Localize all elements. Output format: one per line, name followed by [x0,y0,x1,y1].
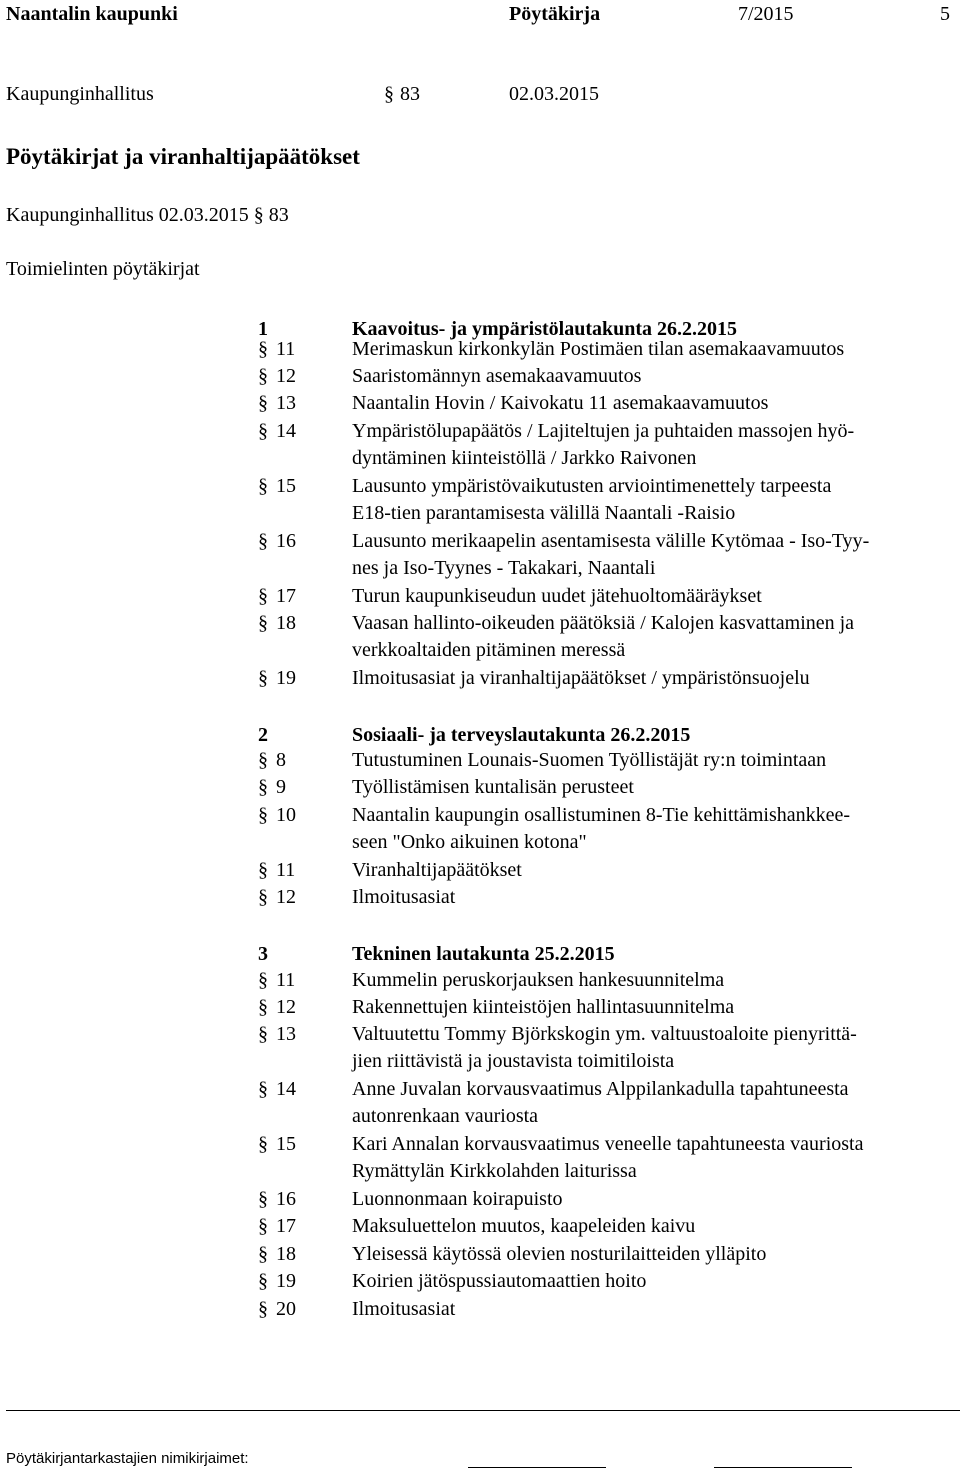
item-text: Anne Juvalan korvausvaatimus Alppilankadulla tapahtuneesta autonrenkaan vauriosta [352,1078,849,1127]
section-symbol: § [258,804,268,826]
item-text: Viranhaltijapäätökset [352,859,522,881]
item-text: Naantalin Hovin / Kaivokatu 11 asemakaavamuutos [352,392,769,414]
list-item [258,528,958,582]
group-title: Tekninen lautakunta 25.2.2015 [352,943,615,965]
item-number: 12 [276,886,296,908]
item-number: 13 [276,392,296,414]
group-number: 1 [258,318,268,340]
section-symbol: § [258,859,268,881]
item-number: 17 [276,585,296,607]
item-number: 9 [276,776,286,798]
item-text: Luonnonmaan koirapuisto [352,1188,563,1210]
item-text: Saaristomännyn asemakaavamuutos [352,365,642,387]
item-text: Ilmoitusasiat [352,886,456,908]
initials-line-1 [468,1467,606,1468]
section-symbol: § [258,1133,268,1155]
item-number: 12 [276,996,296,1018]
section-symbol: § [258,969,268,991]
item-number: 8 [276,749,286,771]
item-number: 15 [276,1133,296,1155]
list-item [258,418,958,472]
section-symbol: § [258,338,268,360]
item-number: 10 [276,804,296,826]
group-title: Kaavoitus- ja ympäristölautakunta 26.2.2015 [352,318,738,340]
item-number: 11 [276,338,296,360]
section-symbol: § [258,996,268,1018]
item-text: Tutustuminen Lounais-Suomen Työllistäjät ry:n toimintaan [352,749,827,771]
list-item [258,336,958,363]
item-text: Merimaskun kirkonkylän Postimäen tilan asemakaavamuutos [352,338,845,360]
list-item [258,665,958,692]
meeting-reference: Kaupunginhallitus 02.03.2015 § 83 [6,204,289,226]
item-text: Lausunto ympäristövaikutusten arviointimenettely tarpeesta E18-tien parantamisesta välillä Naantali -Raisio [352,475,832,524]
list-item [258,1241,958,1268]
item-number: 14 [276,1078,296,1100]
section-symbol: § [258,420,268,442]
item-text: Turun kaupunkiseudun uudet jätehuoltomääräykset [352,585,762,607]
section-symbol: § [258,1243,268,1265]
list-item [258,610,958,664]
header-doc-number: 7/2015 [738,3,794,25]
item-number: 16 [276,530,296,552]
item-text: Vaasan hallinto-oikeuden päätöksiä / Kalojen kasvattaminen ja verkkoaltaiden pitäminen meressä [352,612,855,661]
section-symbol: § [258,1215,268,1237]
section-symbol: § [258,749,268,771]
list-item [258,1213,958,1240]
list-item [258,802,958,856]
meeting-board: Kaupunginhallitus [6,83,154,105]
item-number: 14 [276,420,296,442]
item-number: 18 [276,612,296,634]
list-item [258,363,958,390]
item-text: Valtuutettu Tommy Björkskogin ym. valtuustoaloite pienyrittä- jien riittävistä ja joustavista toimitiloista [352,1023,857,1072]
list-item [258,857,958,884]
item-text: Rakennettujen kiinteistöjen hallintasuunnitelma [352,996,735,1018]
section-symbol: § [258,667,268,689]
section-symbol: § [258,1270,268,1292]
section-symbol: § [258,530,268,552]
group-title: Sosiaali- ja terveyslautakunta 26.2.2015 [352,724,691,746]
section-symbol: § [258,1023,268,1045]
item-text: Yleisessä käytössä olevien nosturilaitteiden ylläpito [352,1243,767,1265]
list-item [258,1021,958,1075]
section-symbol: § [258,392,268,414]
item-text: Koirien jätöspussiautomaattien hoito [352,1270,647,1292]
item-text: Ilmoitusasiat [352,1298,456,1320]
list-item [258,473,958,527]
section-symbol: § [258,1078,268,1100]
item-text: Lausunto merikaapelin asentamisesta välille Kytömaa - Iso-Tyy- nes ja Iso-Tyynes - Takakari, Naantali [352,530,870,579]
section-symbol: § [258,365,268,387]
list-item [258,747,958,774]
item-text: Ilmoitusasiat ja viranhaltijapäätökset / ympäristönsuojelu [352,667,810,689]
list-item [258,774,958,801]
list-item [258,994,958,1021]
footer-divider [6,1410,960,1411]
header-doc-type: Pöytäkirja [509,3,601,25]
section-symbol: § [258,1298,268,1320]
item-number: 15 [276,475,296,497]
list-item [258,1296,958,1323]
item-text: Naantalin kaupungin osallistuminen 8-Tie kehittämishankkee- seen "Onko aikuinen kotona" [352,804,851,853]
item-number: 16 [276,1188,296,1210]
group-number: 2 [258,724,268,746]
section-number: 83 [400,83,420,105]
item-number: 11 [276,969,296,991]
item-number: 19 [276,1270,296,1292]
list-item [258,390,958,417]
item-number: 12 [276,365,296,387]
item-number: 11 [276,859,296,881]
section-mark: § [384,83,394,105]
list-item [258,884,958,911]
list-item [258,1131,958,1185]
item-number: 20 [276,1298,296,1320]
item-text: Kummelin peruskorjauksen hankesuunnitelma [352,969,725,991]
list-item [258,1076,958,1130]
item-number: 19 [276,667,296,689]
section-symbol: § [258,1188,268,1210]
initials-line-2 [714,1467,852,1468]
section-heading: Toimielinten pöytäkirjat [6,258,200,280]
list-item [258,583,958,610]
item-text: Kari Annalan korvausvaatimus veneelle tapahtuneesta vauriosta Rymättylän Kirkkolahden laiturissa [352,1133,864,1182]
item-text: Työllistämisen kuntalisän perusteet [352,776,634,798]
section-symbol: § [258,585,268,607]
list-item [258,967,958,994]
section-symbol: § [258,612,268,634]
header-city: Naantalin kaupunki [6,3,178,25]
item-number: 17 [276,1215,296,1237]
item-text: Maksuluettelon muutos, kaapeleiden kaivu [352,1215,696,1237]
header-page-number: 5 [940,3,950,25]
section-symbol: § [258,776,268,798]
item-number: 18 [276,1243,296,1265]
meeting-date: 02.03.2015 [509,83,599,105]
item-text: Ympäristölupapäätös / Lajiteltujen ja puhtaiden massojen hyö- dyntäminen kiinteistöllä / Jarkko Raivonen [352,420,855,469]
list-item [258,1186,958,1213]
page-title: Pöytäkirjat ja viranhaltijapäätökset [6,144,360,169]
section-symbol: § [258,475,268,497]
list-item [258,1268,958,1295]
group-number: 3 [258,943,268,965]
section-symbol: § [258,886,268,908]
initials-label: Pöytäkirjantarkastajien nimikirjaimet: [6,1450,249,1467]
item-number: 13 [276,1023,296,1045]
